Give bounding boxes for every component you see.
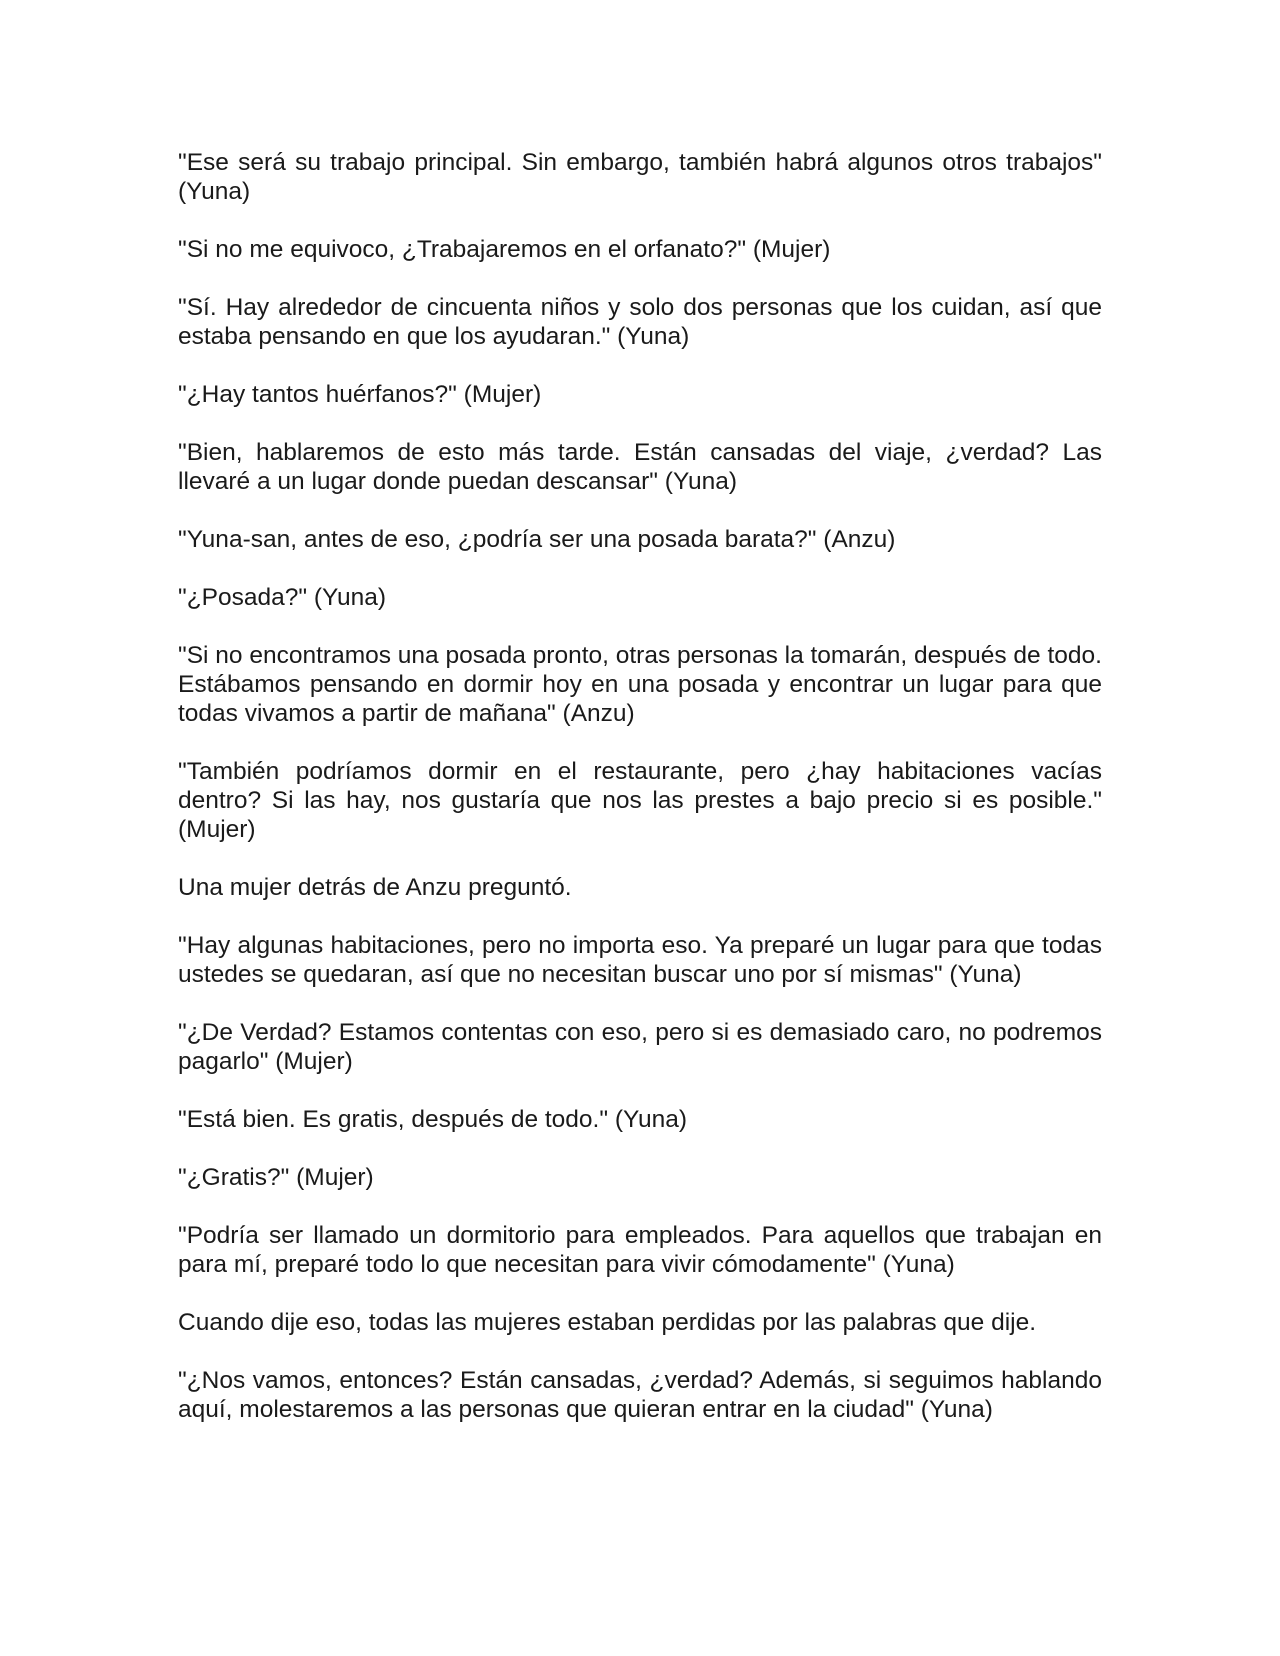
paragraph: "¿De Verdad? Estamos contentas con eso, pero si es demasiado caro, no podremos pagarlo" (Mujer) [178, 1019, 1102, 1075]
paragraph: "¿Hay tantos huérfanos?" (Mujer) [178, 381, 542, 408]
paragraph: "También podríamos dormir en el restaurante, pero ¿hay habitaciones vacías dentro? Si las hay, nos gustaría que nos las prestes a bajo precio si es posible." (Mujer) [178, 758, 1102, 843]
paragraph: "¿Nos vamos, entonces? Están cansadas, ¿verdad? Además, si seguimos hablando aquí, molestaremos a las personas que quieran entrar en la ciudad" (Yuna) [178, 1367, 1102, 1423]
paragraph: "Yuna-san, antes de eso, ¿podría ser una posada barata?" (Anzu) [178, 526, 896, 553]
paragraph: Cuando dije eso, todas las mujeres estaban perdidas por las palabras que dije. [178, 1309, 1037, 1336]
document-page [178, 148, 1102, 1453]
paragraph: "¿Posada?" (Yuna) [178, 584, 387, 611]
paragraph: "Si no encontramos una posada pronto, otras personas la tomarán, después de todo. Estábamos pensando en dormir hoy en una posada y encontrar un lugar para que todas vivamos a partir de mañana" (Anzu) [178, 642, 1102, 727]
paragraph: "Está bien. Es gratis, después de todo." (Yuna) [178, 1106, 688, 1133]
paragraph: "Podría ser llamado un dormitorio para empleados. Para aquellos que trabajan en para mí, preparé todo lo que necesitan para vivir cómodamente" (Yuna) [178, 1222, 1102, 1278]
paragraph: "Ese será su trabajo principal. Sin embargo, también habrá algunos otros trabajos" (Yuna) [178, 149, 1102, 205]
paragraph: Una mujer detrás de Anzu preguntó. [178, 874, 572, 901]
paragraph: "Si no me equivoco, ¿Trabajaremos en el orfanato?" (Mujer) [178, 236, 831, 263]
paragraph: "¿Gratis?" (Mujer) [178, 1164, 374, 1191]
paragraph: "Bien, hablaremos de esto más tarde. Están cansadas del viaje, ¿verdad? Las llevaré a un lugar donde puedan descansar" (Yuna) [178, 439, 1102, 495]
paragraph: "Sí. Hay alrededor de cincuenta niños y solo dos personas que los cuidan, así que estaba pensando en que los ayudaran." (Yuna) [178, 294, 1102, 350]
paragraph: "Hay algunas habitaciones, pero no importa eso. Ya preparé un lugar para que todas ustedes se quedaran, así que no necesitan buscar uno por sí mismas" (Yuna) [178, 932, 1102, 988]
